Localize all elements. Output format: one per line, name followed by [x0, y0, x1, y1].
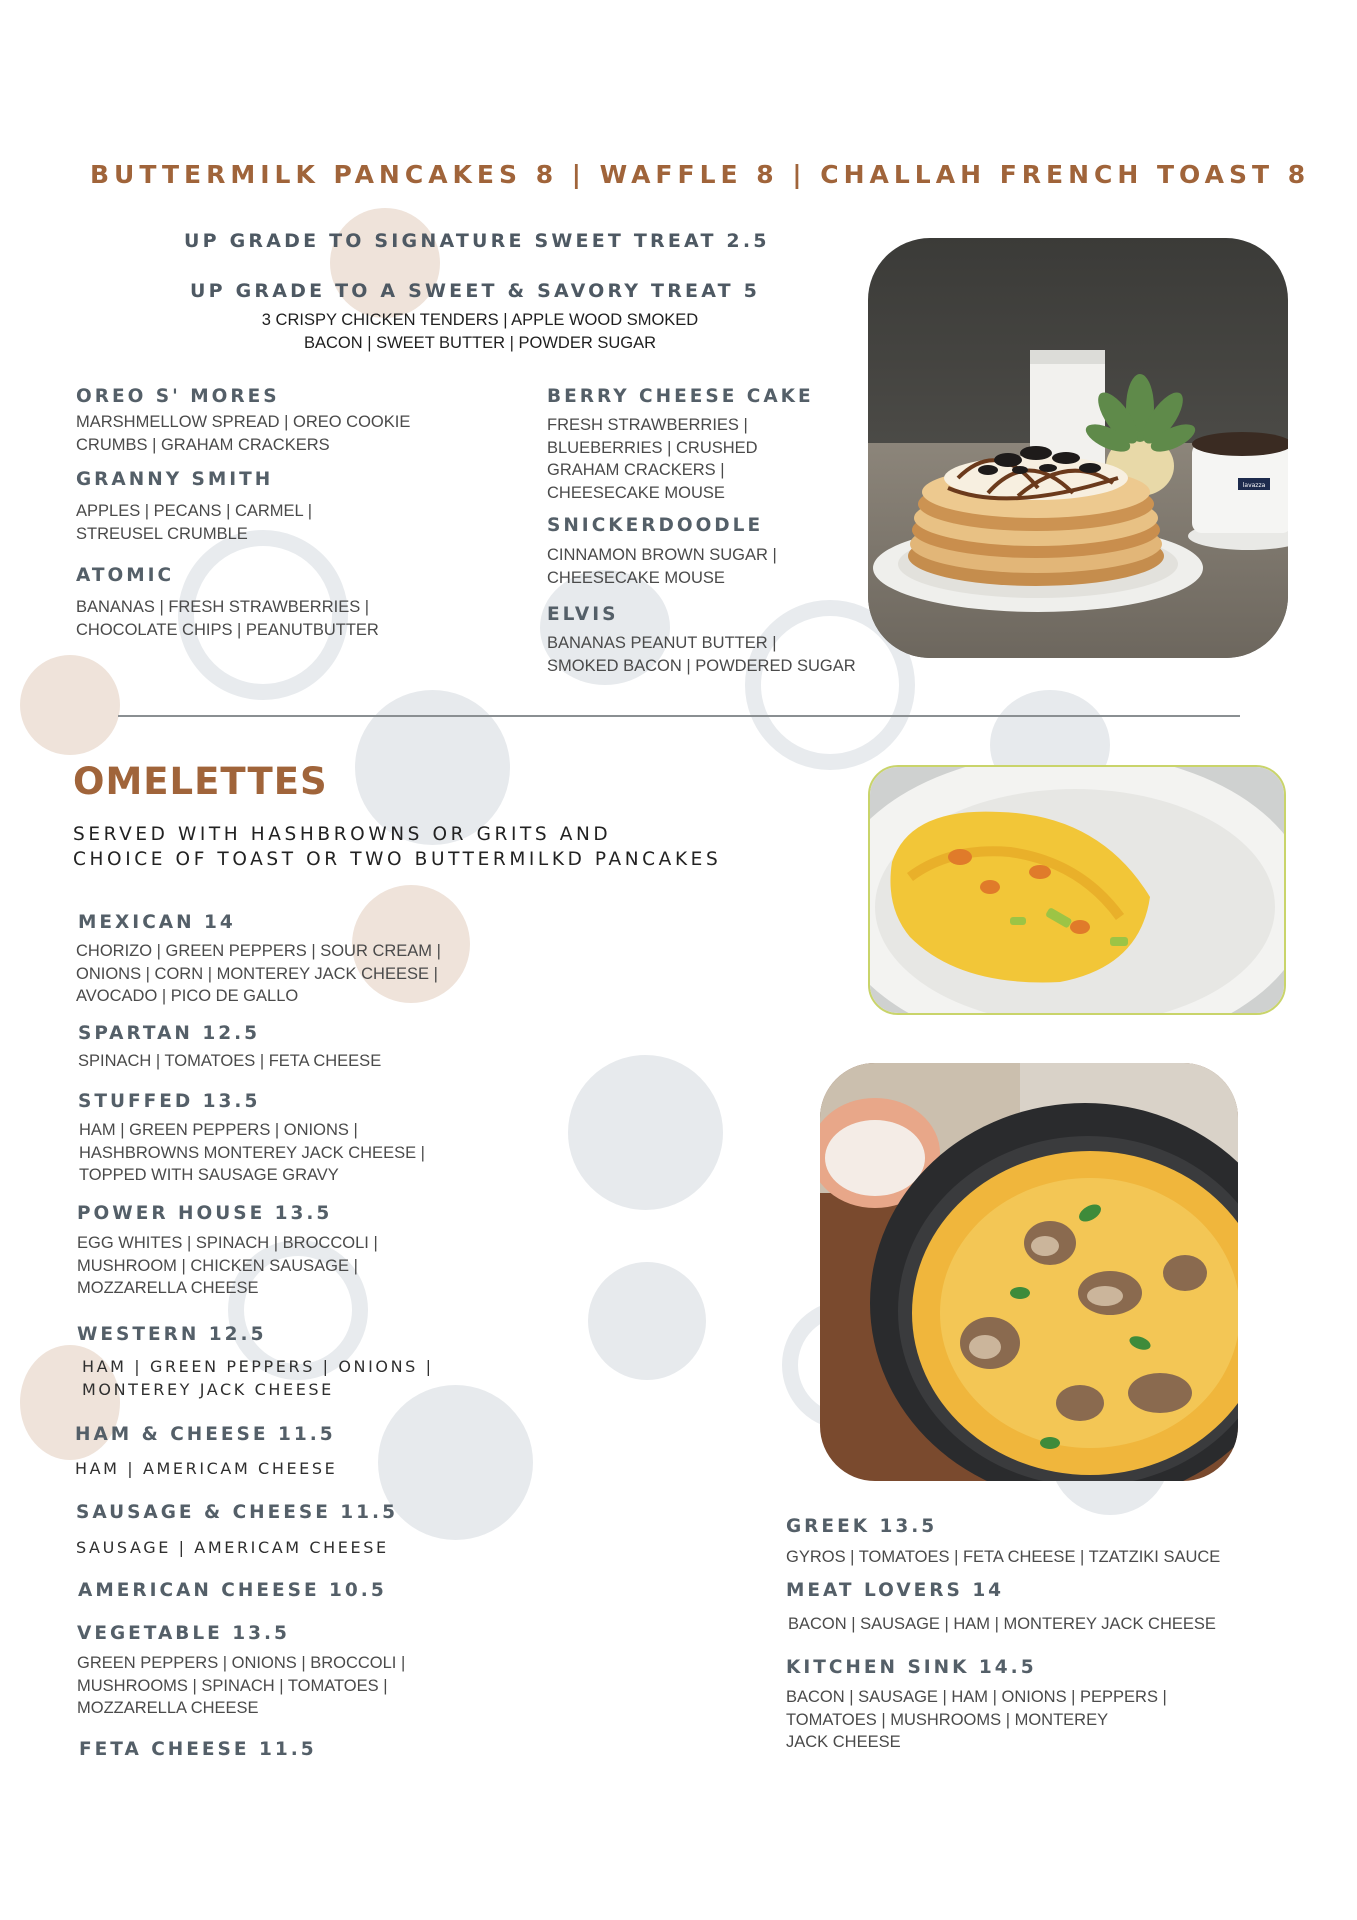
item-title-greek: GREEK 13.5	[786, 1516, 938, 1537]
desc-line: MOZZARELLA CHEESE	[77, 1279, 259, 1297]
item-title-berry-cheese-cake: BERRY CHEESE CAKE	[547, 386, 814, 407]
omelette-pan-photo	[820, 1063, 1238, 1481]
item-title-kitchen-sink: KITCHEN SINK 14.5	[786, 1657, 1037, 1678]
desc-line: CINNAMON BROWN SUGAR |	[547, 546, 777, 564]
desc-line: CHEESECAKE MOUSE	[547, 483, 725, 502]
desc-line: FRESH STRAWBERRIES |	[547, 416, 748, 434]
desc-line: CRUMBS | GRAHAM CRACKERS	[76, 435, 330, 454]
desc-line: HAM | GREEN PEPPERS | ONIONS |	[79, 1121, 358, 1139]
upgrade-desc-line: BACON | SWEET BUTTER | POWDER SUGAR	[303, 334, 657, 352]
pancakes-photo	[868, 238, 1288, 658]
desc-line: APPLES | PECANS | CARMEL |	[76, 502, 312, 520]
omelettes-subtitle	[73, 822, 721, 872]
item-desc-meat-lovers	[788, 1613, 1216, 1636]
item-desc-snickerdoodle	[547, 544, 777, 589]
desc-line: SPINACH | TOMATOES | FETA CHEESE	[78, 1052, 382, 1070]
item-desc-ham-cheese	[75, 1457, 337, 1480]
desc-line: MARSHMELLOW SPREAD | OREO COOKIE	[76, 413, 411, 431]
desc-line: CHORIZO | GREEN PEPPERS | SOUR CREAM |	[76, 942, 441, 960]
decor-circle	[568, 1055, 723, 1210]
item-title-mexican: MEXICAN 14	[78, 912, 236, 933]
omelette-plate-photo	[868, 765, 1286, 1015]
item-title-sausage-cheese: SAUSAGE & CHEESE 11.5	[76, 1502, 398, 1523]
desc-line: BLUEBERRIES | CRUSHED	[547, 438, 758, 457]
desc-line: TOMATOES | MUSHROOMS | MONTEREY	[786, 1710, 1109, 1729]
item-desc-atomic	[76, 596, 379, 641]
item-title-elvis: ELVIS	[547, 604, 619, 625]
desc-line: JACK CHEESE	[786, 1733, 901, 1751]
desc-line: BACON | SAUSAGE | HAM | ONIONS | PEPPERS |	[786, 1688, 1167, 1706]
item-desc-stuffed	[79, 1119, 425, 1187]
item-title-oreo-smores: OREO S' MORES	[76, 386, 280, 407]
item-title-spartan: SPARTAN 12.5	[78, 1023, 260, 1044]
item-desc-power-house	[77, 1232, 378, 1300]
desc-line: GYROS | TOMATOES | FETA CHEESE | TZATZIKI SAUCE	[786, 1548, 1221, 1566]
decor-circle	[588, 1262, 706, 1380]
item-desc-western	[82, 1355, 434, 1401]
item-desc-berry-cheese-cake	[547, 414, 758, 504]
item-desc-mexican	[76, 940, 441, 1008]
item-title-stuffed: STUFFED 13.5	[78, 1091, 261, 1112]
desc-line: SAUSAGE | AMERICAM CHEESE	[76, 1538, 389, 1557]
desc-line: SMOKED BACON | POWDERED SUGAR	[547, 656, 856, 675]
item-desc-spartan	[78, 1050, 381, 1073]
upgrade-desc-line: 3 CRISPY CHICKEN TENDERS | APPLE WOOD SMOKED	[261, 311, 699, 329]
section-title-omelettes: OMELETTES	[73, 760, 328, 803]
desc-line: BANANAS PEANUT BUTTER |	[547, 634, 777, 652]
item-title-power-house: POWER HOUSE 13.5	[77, 1203, 333, 1224]
item-title-feta-cheese: FETA CHEESE 11.5	[79, 1739, 317, 1760]
desc-line: BACON | SAUSAGE | HAM | MONTEREY JACK CHEESE	[788, 1615, 1216, 1633]
item-desc-vegetable	[77, 1652, 405, 1720]
item-desc-granny-smith	[76, 500, 312, 545]
decor-circle	[20, 655, 120, 755]
item-title-snickerdoodle: SNICKERDOODLE	[547, 515, 764, 536]
desc-line: AVOCADO | PICO DE GALLO	[76, 987, 299, 1005]
item-title-granny-smith: GRANNY SMITH	[76, 469, 274, 490]
desc-line: GREEN PEPPERS | ONIONS | BROCCOLI |	[77, 1654, 406, 1672]
desc-line: MOZZARELLA CHEESE	[77, 1699, 259, 1717]
desc-line: TOPPED WITH SAUSAGE GRAVY	[79, 1166, 339, 1184]
item-title-western: WESTERN 12.5	[77, 1324, 267, 1345]
header-item-list: BUTTERMILK PANCAKES 8 | WAFFLE 8 | CHALLAH FRENCH TOAST 8	[90, 160, 1311, 189]
desc-line: BANANAS | FRESH STRAWBERRIES |	[76, 598, 370, 616]
item-title-atomic: ATOMIC	[76, 565, 175, 586]
item-title-american-cheese: AMERICAN CHEESE 10.5	[78, 1580, 387, 1601]
desc-line: MUSHROOMS | SPINACH | TOMATOES |	[77, 1676, 388, 1695]
item-desc-oreo-smores	[76, 411, 410, 456]
item-title-meat-lovers: MEAT LOVERS 14	[786, 1580, 1005, 1601]
desc-line: MONTEREY JACK CHEESE	[82, 1380, 334, 1399]
subtitle-line: SERVED WITH HASHBROWNS OR GRITS AND	[73, 824, 612, 845]
desc-line: ONIONS | CORN | MONTEREY JACK CHEESE |	[76, 964, 438, 983]
section-divider	[118, 715, 1240, 717]
desc-line: STREUSEL CRUMBLE	[76, 524, 248, 543]
desc-line: EGG WHITES | SPINACH | BROCCOLI |	[77, 1234, 378, 1252]
desc-line: MUSHROOM | CHICKEN SAUSAGE |	[77, 1256, 358, 1275]
item-desc-greek	[786, 1546, 1220, 1569]
item-title-ham-cheese: HAM & CHEESE 11.5	[75, 1424, 336, 1445]
item-desc-kitchen-sink	[786, 1686, 1167, 1754]
upgrade-sweet-savory: UP GRADE TO A SWEET & SAVORY TREAT 5	[190, 280, 761, 302]
upgrade-signature: UP GRADE TO SIGNATURE SWEET TREAT 2.5	[184, 230, 770, 252]
item-desc-elvis	[547, 632, 856, 677]
desc-line: HASHBROWNS MONTEREY JACK CHEESE |	[79, 1143, 425, 1162]
desc-line: CHEESECAKE MOUSE	[547, 568, 725, 587]
mug-label: lavazza	[1242, 482, 1266, 489]
upgrade-sweet-savory-desc	[200, 309, 760, 355]
desc-line: GRAHAM CRACKERS |	[547, 461, 725, 479]
desc-line: CHOCOLATE CHIPS | PEANUTBUTTER	[76, 620, 379, 639]
item-title-vegetable: VEGETABLE 13.5	[77, 1623, 290, 1644]
decor-circle	[378, 1385, 533, 1540]
desc-line: HAM | GREEN PEPPERS | ONIONS |	[82, 1357, 434, 1376]
desc-line: HAM | AMERICAM CHEESE	[75, 1459, 338, 1478]
item-desc-sausage-cheese	[76, 1536, 389, 1559]
subtitle-line: CHOICE OF TOAST OR TWO BUTTERMILKD PANCAKES	[73, 849, 722, 870]
